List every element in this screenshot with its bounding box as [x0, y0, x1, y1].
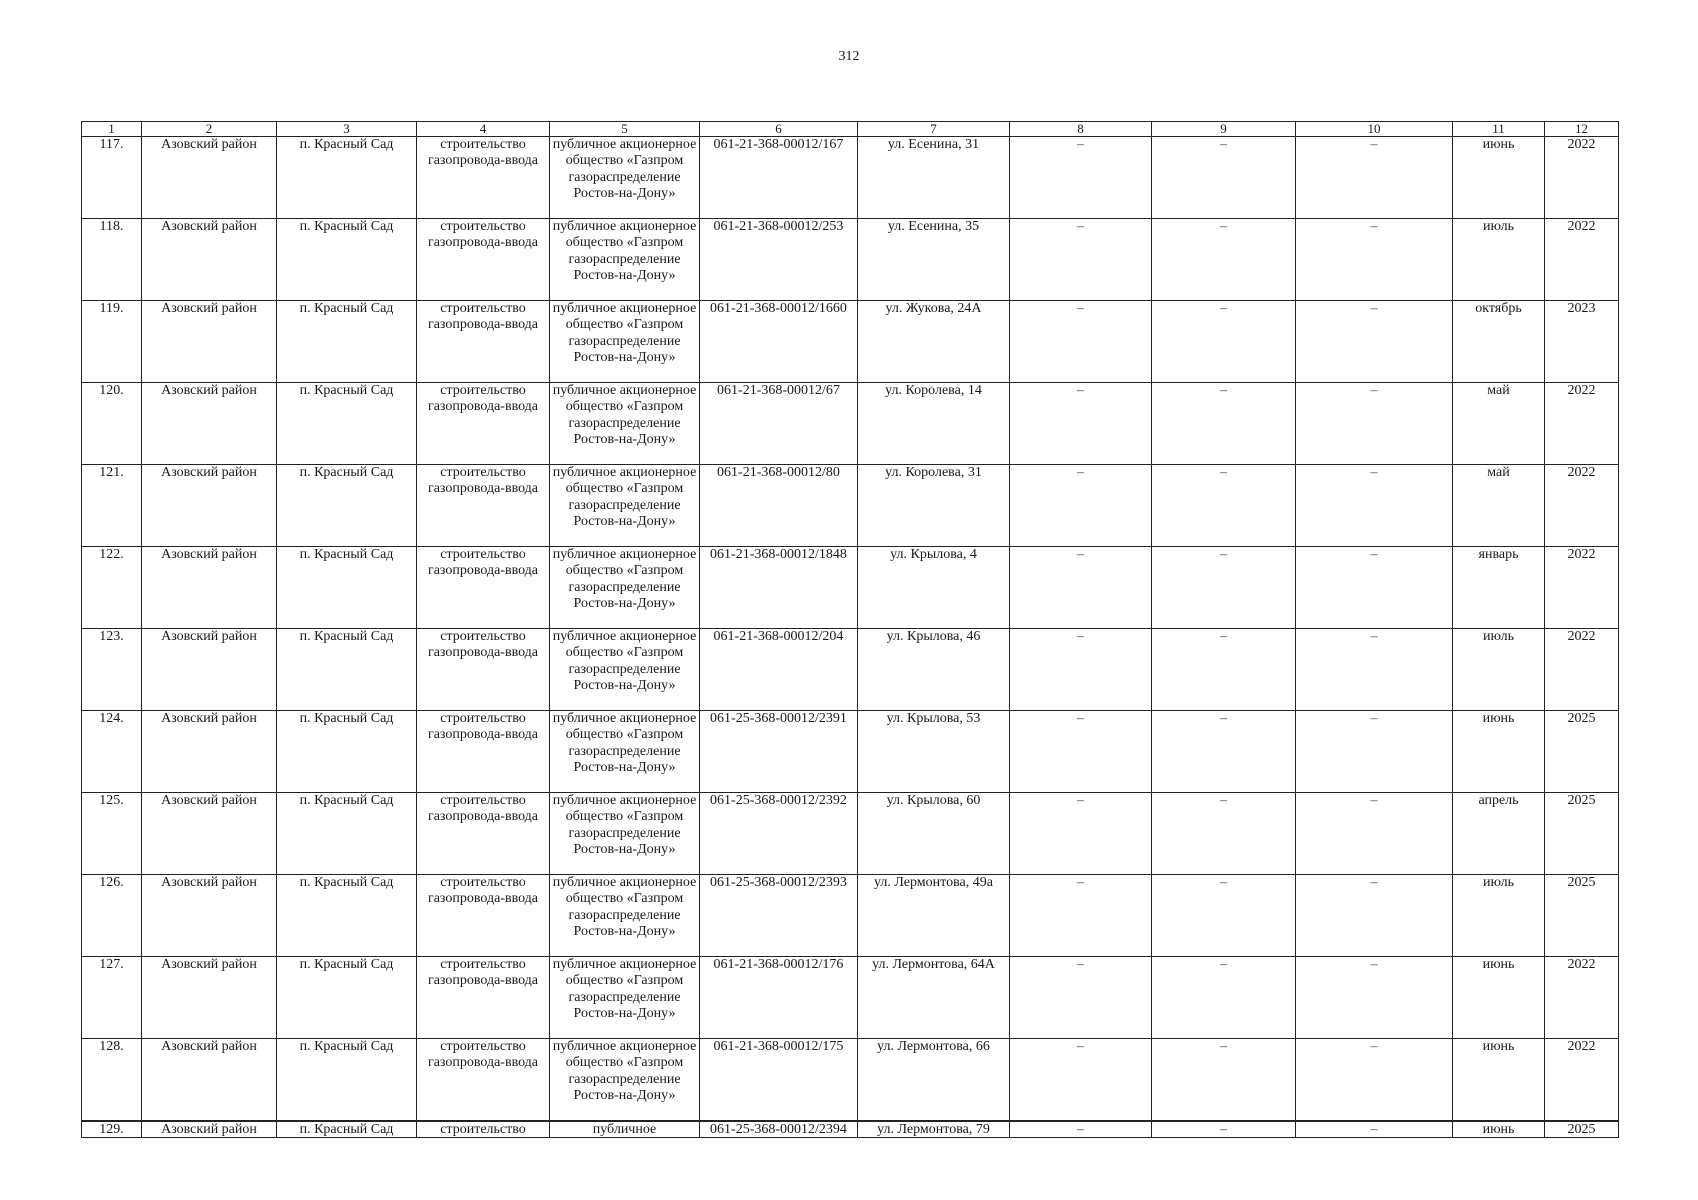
- table-row: [82, 875, 1619, 957]
- col8-cell: –: [1010, 301, 1152, 383]
- code-cell: 061-21-368-00012/167: [700, 137, 858, 219]
- code-cell: 061-25-368-00012/2392: [700, 793, 858, 875]
- col8-cell: –: [1010, 1121, 1152, 1138]
- table-row: [82, 957, 1619, 1039]
- table-row: [82, 793, 1619, 875]
- work-type-cell: строительство газопровода-ввода: [417, 875, 550, 957]
- row-number: 119.: [82, 301, 142, 383]
- month-cell: июнь: [1453, 1121, 1545, 1138]
- address-cell: ул. Лермонтова, 66: [858, 1039, 1010, 1122]
- col9-cell: –: [1152, 711, 1296, 793]
- col8-cell: –: [1010, 711, 1152, 793]
- col10-cell: –: [1296, 793, 1453, 875]
- address-cell: ул. Крылова, 46: [858, 629, 1010, 711]
- row-number: 120.: [82, 383, 142, 465]
- col8-cell: –: [1010, 219, 1152, 301]
- settlement-cell: п. Красный Сад: [277, 137, 417, 219]
- column-header-3: 3: [277, 122, 417, 137]
- col9-cell: –: [1152, 875, 1296, 957]
- month-cell: июль: [1453, 875, 1545, 957]
- address-cell: ул. Жукова, 24А: [858, 301, 1010, 383]
- district-cell: Азовский район: [142, 465, 277, 547]
- column-header-7: 7: [858, 122, 1010, 137]
- year-cell: 2022: [1545, 137, 1619, 219]
- work-type-cell: строительство газопровода-ввода: [417, 547, 550, 629]
- address-cell: ул. Королева, 31: [858, 465, 1010, 547]
- settlement-cell: п. Красный Сад: [277, 1039, 417, 1122]
- year-cell: 2022: [1545, 383, 1619, 465]
- owner-cell: публичное акционерное общество «Газпром газораспределение Ростов-на-Дону»: [550, 301, 700, 383]
- address-cell: ул. Королева, 14: [858, 383, 1010, 465]
- address-cell: ул. Крылова, 4: [858, 547, 1010, 629]
- owner-cell: публичное акционерное общество «Газпром газораспределение Ростов-на-Дону»: [550, 711, 700, 793]
- owner-cell: публичное акционерное общество «Газпром газораспределение Ростов-на-Дону»: [550, 465, 700, 547]
- district-cell: Азовский район: [142, 547, 277, 629]
- column-header-4: 4: [417, 122, 550, 137]
- district-cell: Азовский район: [142, 137, 277, 219]
- col10-cell: –: [1296, 711, 1453, 793]
- settlement-cell: п. Красный Сад: [277, 547, 417, 629]
- month-cell: июль: [1453, 219, 1545, 301]
- owner-cell: публичное акционерное общество «Газпром газораспределение Ростов-на-Дону»: [550, 383, 700, 465]
- year-cell: 2022: [1545, 219, 1619, 301]
- settlement-cell: п. Красный Сад: [277, 301, 417, 383]
- register-table: [81, 121, 1619, 1138]
- district-cell: Азовский район: [142, 1039, 277, 1122]
- col9-cell: –: [1152, 547, 1296, 629]
- owner-cell: публичное акционерное общество «Газпром газораспределение Ростов-на-Дону»: [550, 1039, 700, 1122]
- owner-cell: публичное акционерное общество «Газпром газораспределение Ростов-на-Дону»: [550, 793, 700, 875]
- year-cell: 2023: [1545, 301, 1619, 383]
- month-cell: май: [1453, 383, 1545, 465]
- row-number: 125.: [82, 793, 142, 875]
- col8-cell: –: [1010, 629, 1152, 711]
- work-type-cell: строительство газопровода-ввода: [417, 219, 550, 301]
- col10-cell: –: [1296, 219, 1453, 301]
- settlement-cell: п. Красный Сад: [277, 629, 417, 711]
- col10-cell: –: [1296, 383, 1453, 465]
- col9-cell: –: [1152, 383, 1296, 465]
- col10-cell: –: [1296, 1039, 1453, 1122]
- col10-cell: –: [1296, 547, 1453, 629]
- work-type-cell: строительство газопровода-ввода: [417, 301, 550, 383]
- work-type-cell: строительство газопровода-ввода: [417, 465, 550, 547]
- col9-cell: –: [1152, 1039, 1296, 1122]
- settlement-cell: п. Красный Сад: [277, 383, 417, 465]
- year-cell: 2025: [1545, 793, 1619, 875]
- address-cell: ул. Лермонтова, 79: [858, 1121, 1010, 1138]
- settlement-cell: п. Красный Сад: [277, 1121, 417, 1138]
- column-header-9: 9: [1152, 122, 1296, 137]
- district-cell: Азовский район: [142, 383, 277, 465]
- col8-cell: –: [1010, 465, 1152, 547]
- row-number: 121.: [82, 465, 142, 547]
- district-cell: Азовский район: [142, 793, 277, 875]
- year-cell: 2022: [1545, 465, 1619, 547]
- settlement-cell: п. Красный Сад: [277, 219, 417, 301]
- owner-cell: публичное акционерное общество «Газпром газораспределение Ростов-на-Дону»: [550, 219, 700, 301]
- table-row: [82, 137, 1619, 219]
- col10-cell: –: [1296, 957, 1453, 1039]
- page-number: 312: [838, 49, 860, 64]
- table-row: [82, 219, 1619, 301]
- code-cell: 061-21-368-00012/80: [700, 465, 858, 547]
- work-type-cell: строительство: [417, 1121, 550, 1138]
- district-cell: Азовский район: [142, 957, 277, 1039]
- address-cell: ул. Есенина, 35: [858, 219, 1010, 301]
- table-row: [82, 711, 1619, 793]
- code-cell: 061-25-368-00012/2394: [700, 1121, 858, 1138]
- year-cell: 2025: [1545, 875, 1619, 957]
- code-cell: 061-21-368-00012/1848: [700, 547, 858, 629]
- table-row: [82, 547, 1619, 629]
- work-type-cell: строительство газопровода-ввода: [417, 711, 550, 793]
- district-cell: Азовский район: [142, 711, 277, 793]
- col9-cell: –: [1152, 957, 1296, 1039]
- address-cell: ул. Крылова, 53: [858, 711, 1010, 793]
- owner-cell: публичное акционерное общество «Газпром газораспределение Ростов-на-Дону»: [550, 547, 700, 629]
- year-cell: 2025: [1545, 1121, 1619, 1138]
- owner-cell: публичное акционерное общество «Газпром газораспределение Ростов-на-Дону»: [550, 137, 700, 219]
- district-cell: Азовский район: [142, 1121, 277, 1138]
- column-header-2: 2: [142, 122, 277, 137]
- code-cell: 061-25-368-00012/2393: [700, 875, 858, 957]
- settlement-cell: п. Красный Сад: [277, 875, 417, 957]
- header-row: [82, 122, 1619, 137]
- month-cell: апрель: [1453, 793, 1545, 875]
- col10-cell: –: [1296, 301, 1453, 383]
- table-row: [82, 465, 1619, 547]
- address-cell: ул. Крылова, 60: [858, 793, 1010, 875]
- row-number: 123.: [82, 629, 142, 711]
- col9-cell: –: [1152, 301, 1296, 383]
- code-cell: 061-21-368-00012/253: [700, 219, 858, 301]
- work-type-cell: строительство газопровода-ввода: [417, 793, 550, 875]
- district-cell: Азовский район: [142, 301, 277, 383]
- code-cell: 061-21-368-00012/67: [700, 383, 858, 465]
- table-row: [82, 629, 1619, 711]
- row-number: 118.: [82, 219, 142, 301]
- month-cell: июнь: [1453, 711, 1545, 793]
- code-cell: 061-21-368-00012/1660: [700, 301, 858, 383]
- col8-cell: –: [1010, 1039, 1152, 1122]
- col8-cell: –: [1010, 137, 1152, 219]
- settlement-cell: п. Красный Сад: [277, 711, 417, 793]
- owner-cell: публичное: [550, 1121, 700, 1138]
- row-number: 117.: [82, 137, 142, 219]
- column-header-8: 8: [1010, 122, 1152, 137]
- year-cell: 2025: [1545, 711, 1619, 793]
- col9-cell: –: [1152, 137, 1296, 219]
- settlement-cell: п. Красный Сад: [277, 957, 417, 1039]
- table-row: [82, 1121, 1619, 1138]
- column-header-5: 5: [550, 122, 700, 137]
- col10-cell: –: [1296, 875, 1453, 957]
- col9-cell: –: [1152, 219, 1296, 301]
- code-cell: 061-25-368-00012/2391: [700, 711, 858, 793]
- address-cell: ул. Лермонтова, 64А: [858, 957, 1010, 1039]
- col8-cell: –: [1010, 547, 1152, 629]
- address-cell: ул. Есенина, 31: [858, 137, 1010, 219]
- col8-cell: –: [1010, 957, 1152, 1039]
- col9-cell: –: [1152, 465, 1296, 547]
- owner-cell: публичное акционерное общество «Газпром газораспределение Ростов-на-Дону»: [550, 875, 700, 957]
- row-number: 124.: [82, 711, 142, 793]
- settlement-cell: п. Красный Сад: [277, 465, 417, 547]
- year-cell: 2022: [1545, 547, 1619, 629]
- column-header-12: 12: [1545, 122, 1619, 137]
- table-row: [82, 1039, 1619, 1122]
- col8-cell: –: [1010, 383, 1152, 465]
- month-cell: май: [1453, 465, 1545, 547]
- column-header-10: 10: [1296, 122, 1453, 137]
- month-cell: июнь: [1453, 137, 1545, 219]
- row-number: 122.: [82, 547, 142, 629]
- col10-cell: –: [1296, 1121, 1453, 1138]
- work-type-cell: строительство газопровода-ввода: [417, 957, 550, 1039]
- code-cell: 061-21-368-00012/176: [700, 957, 858, 1039]
- row-number: 127.: [82, 957, 142, 1039]
- col9-cell: –: [1152, 1121, 1296, 1138]
- month-cell: январь: [1453, 547, 1545, 629]
- col8-cell: –: [1010, 793, 1152, 875]
- settlement-cell: п. Красный Сад: [277, 793, 417, 875]
- year-cell: 2022: [1545, 1039, 1619, 1122]
- col10-cell: –: [1296, 137, 1453, 219]
- owner-cell: публичное акционерное общество «Газпром газораспределение Ростов-на-Дону»: [550, 957, 700, 1039]
- column-header-1: 1: [82, 122, 142, 137]
- table-row: [82, 301, 1619, 383]
- year-cell: 2022: [1545, 957, 1619, 1039]
- work-type-cell: строительство газопровода-ввода: [417, 629, 550, 711]
- row-number: 126.: [82, 875, 142, 957]
- district-cell: Азовский район: [142, 875, 277, 957]
- col10-cell: –: [1296, 465, 1453, 547]
- work-type-cell: строительство газопровода-ввода: [417, 383, 550, 465]
- month-cell: июнь: [1453, 957, 1545, 1039]
- column-header-11: 11: [1453, 122, 1545, 137]
- month-cell: октябрь: [1453, 301, 1545, 383]
- owner-cell: публичное акционерное общество «Газпром газораспределение Ростов-на-Дону»: [550, 629, 700, 711]
- col9-cell: –: [1152, 793, 1296, 875]
- col8-cell: –: [1010, 875, 1152, 957]
- code-cell: 061-21-368-00012/204: [700, 629, 858, 711]
- code-cell: 061-21-368-00012/175: [700, 1039, 858, 1122]
- table-row: [82, 383, 1619, 465]
- work-type-cell: строительство газопровода-ввода: [417, 1039, 550, 1122]
- month-cell: июль: [1453, 629, 1545, 711]
- table-body: [82, 137, 1619, 1138]
- column-header-6: 6: [700, 122, 858, 137]
- district-cell: Азовский район: [142, 219, 277, 301]
- year-cell: 2022: [1545, 629, 1619, 711]
- col10-cell: –: [1296, 629, 1453, 711]
- month-cell: июнь: [1453, 1039, 1545, 1122]
- work-type-cell: строительство газопровода-ввода: [417, 137, 550, 219]
- col9-cell: –: [1152, 629, 1296, 711]
- district-cell: Азовский район: [142, 629, 277, 711]
- row-number: 128.: [82, 1039, 142, 1122]
- address-cell: ул. Лермонтова, 49а: [858, 875, 1010, 957]
- row-number: 129.: [82, 1121, 142, 1138]
